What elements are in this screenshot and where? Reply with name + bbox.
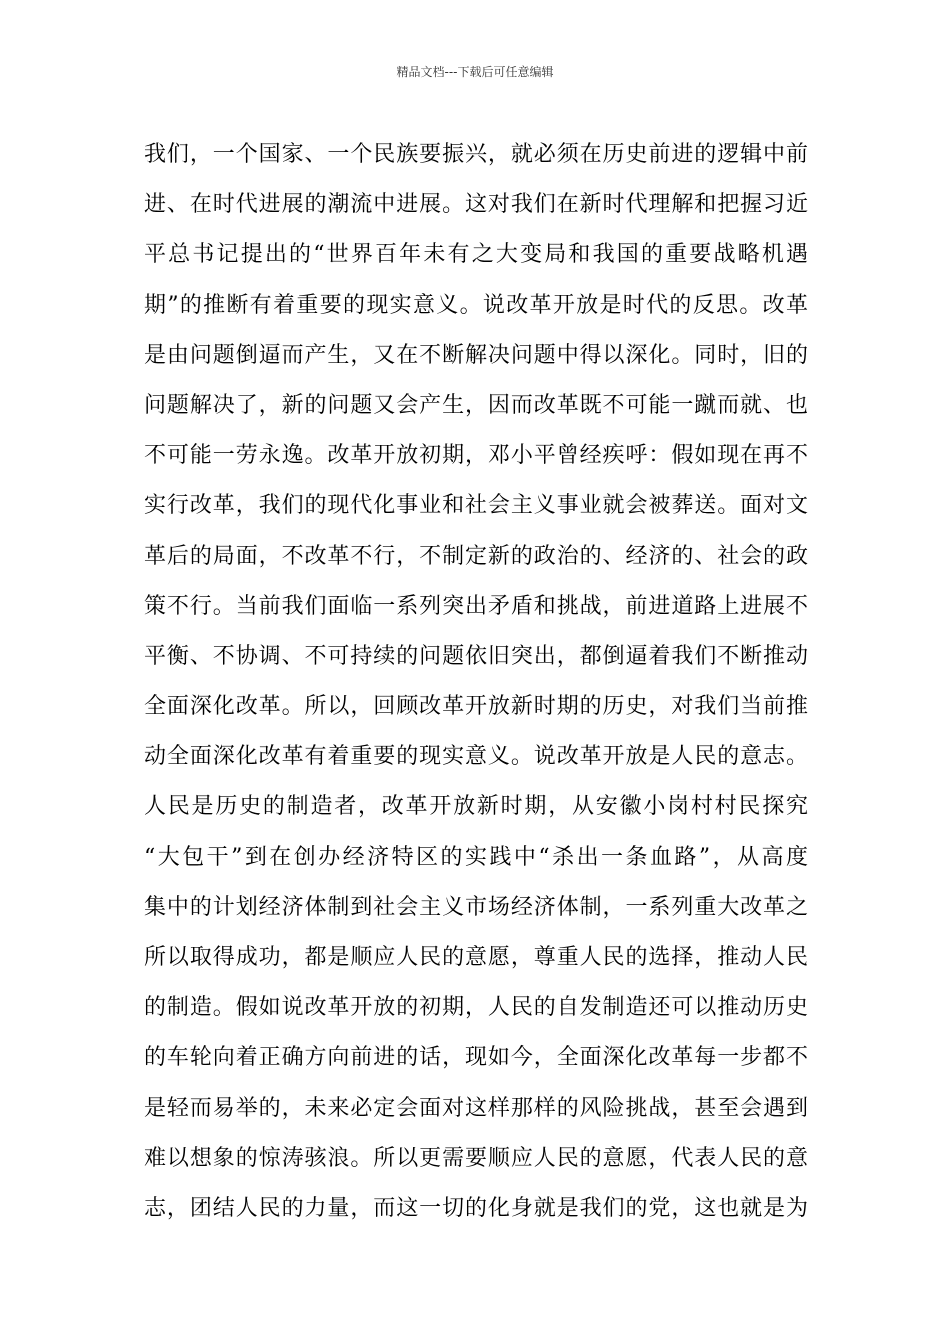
body-line: 平衡、不协调、不可持续的问题依旧突出，都倒逼着我们不断推动 [144,643,808,669]
body-line: 问题解决了，新的问题又会产生，因而改革既不可能一蹴而就、也 [144,392,808,418]
body-line: 策不行。当前我们面临一系列突出矛盾和挑战，前进道路上进展不 [144,593,808,619]
body-line: 是由问题倒逼而产生，又在不断解决问题中得以深化。同时，旧的 [144,342,808,368]
page-header: 精品文档---下载后可任意编辑 [396,65,554,79]
body-line: “大包干”到在创办经济特区的实践中“杀出一条血路”，从高度 [144,844,808,870]
body-line: 的车轮向着正确方向前进的话，现如今，全面深化改革每一步都不 [144,1045,808,1071]
body-line: 动全面深化改革有着重要的现实意义。说改革开放是人民的意志。 [144,744,808,770]
body-line: 我们，一个国家、一个民族要振兴，就必须在历史前进的逻辑中前 [144,142,808,167]
body-line: 志，团结人民的力量，而这一切的化身就是我们的党，这也就是为 [144,1195,808,1221]
body-line: 革后的局面，不改革不行，不制定新的政治的、经济的、社会的政 [144,543,808,569]
body-line: 是轻而易举的，未来必定会面对这样那样的风险挑战，甚至会遇到 [144,1095,808,1121]
body-line: 实行改革，我们的现代化事业和社会主义事业就会被葬送。面对文 [144,493,808,519]
body-line: 平总书记提出的“世界百年未有之大变局和我国的重要战略机遇 [144,242,808,268]
body-line: 人民是历史的制造者，改革开放新时期，从安徽小岗村村民探究 [144,794,808,820]
body-line: 期”的推断有着重要的现实意义。说改革开放是时代的反思。改革 [144,292,808,318]
body-line: 所以取得成功，都是顺应人民的意愿，尊重人民的选择，推动人民 [144,945,808,970]
body-line: 不可能一劳永逸。改革开放初期，邓小平曾经疾呼：假如现在再不 [144,443,808,469]
body-line: 集中的计划经济体制到社会主义市场经济体制，一系列重大改革之 [144,894,808,920]
body-text [144,130,808,1234]
body-line: 进、在时代进展的潮流中进展。这对我们在新时代理解和把握习近 [144,192,808,218]
body-line: 的制造。假如说改革开放的初期，人民的自发制造还可以推动历史 [144,995,808,1021]
body-line: 难以想象的惊涛骇浪。所以更需要顺应人民的意愿，代表人民的意 [144,1145,808,1171]
body-line: 全面深化改革。所以，回顾改革开放新时期的历史，对我们当前推 [144,694,808,720]
